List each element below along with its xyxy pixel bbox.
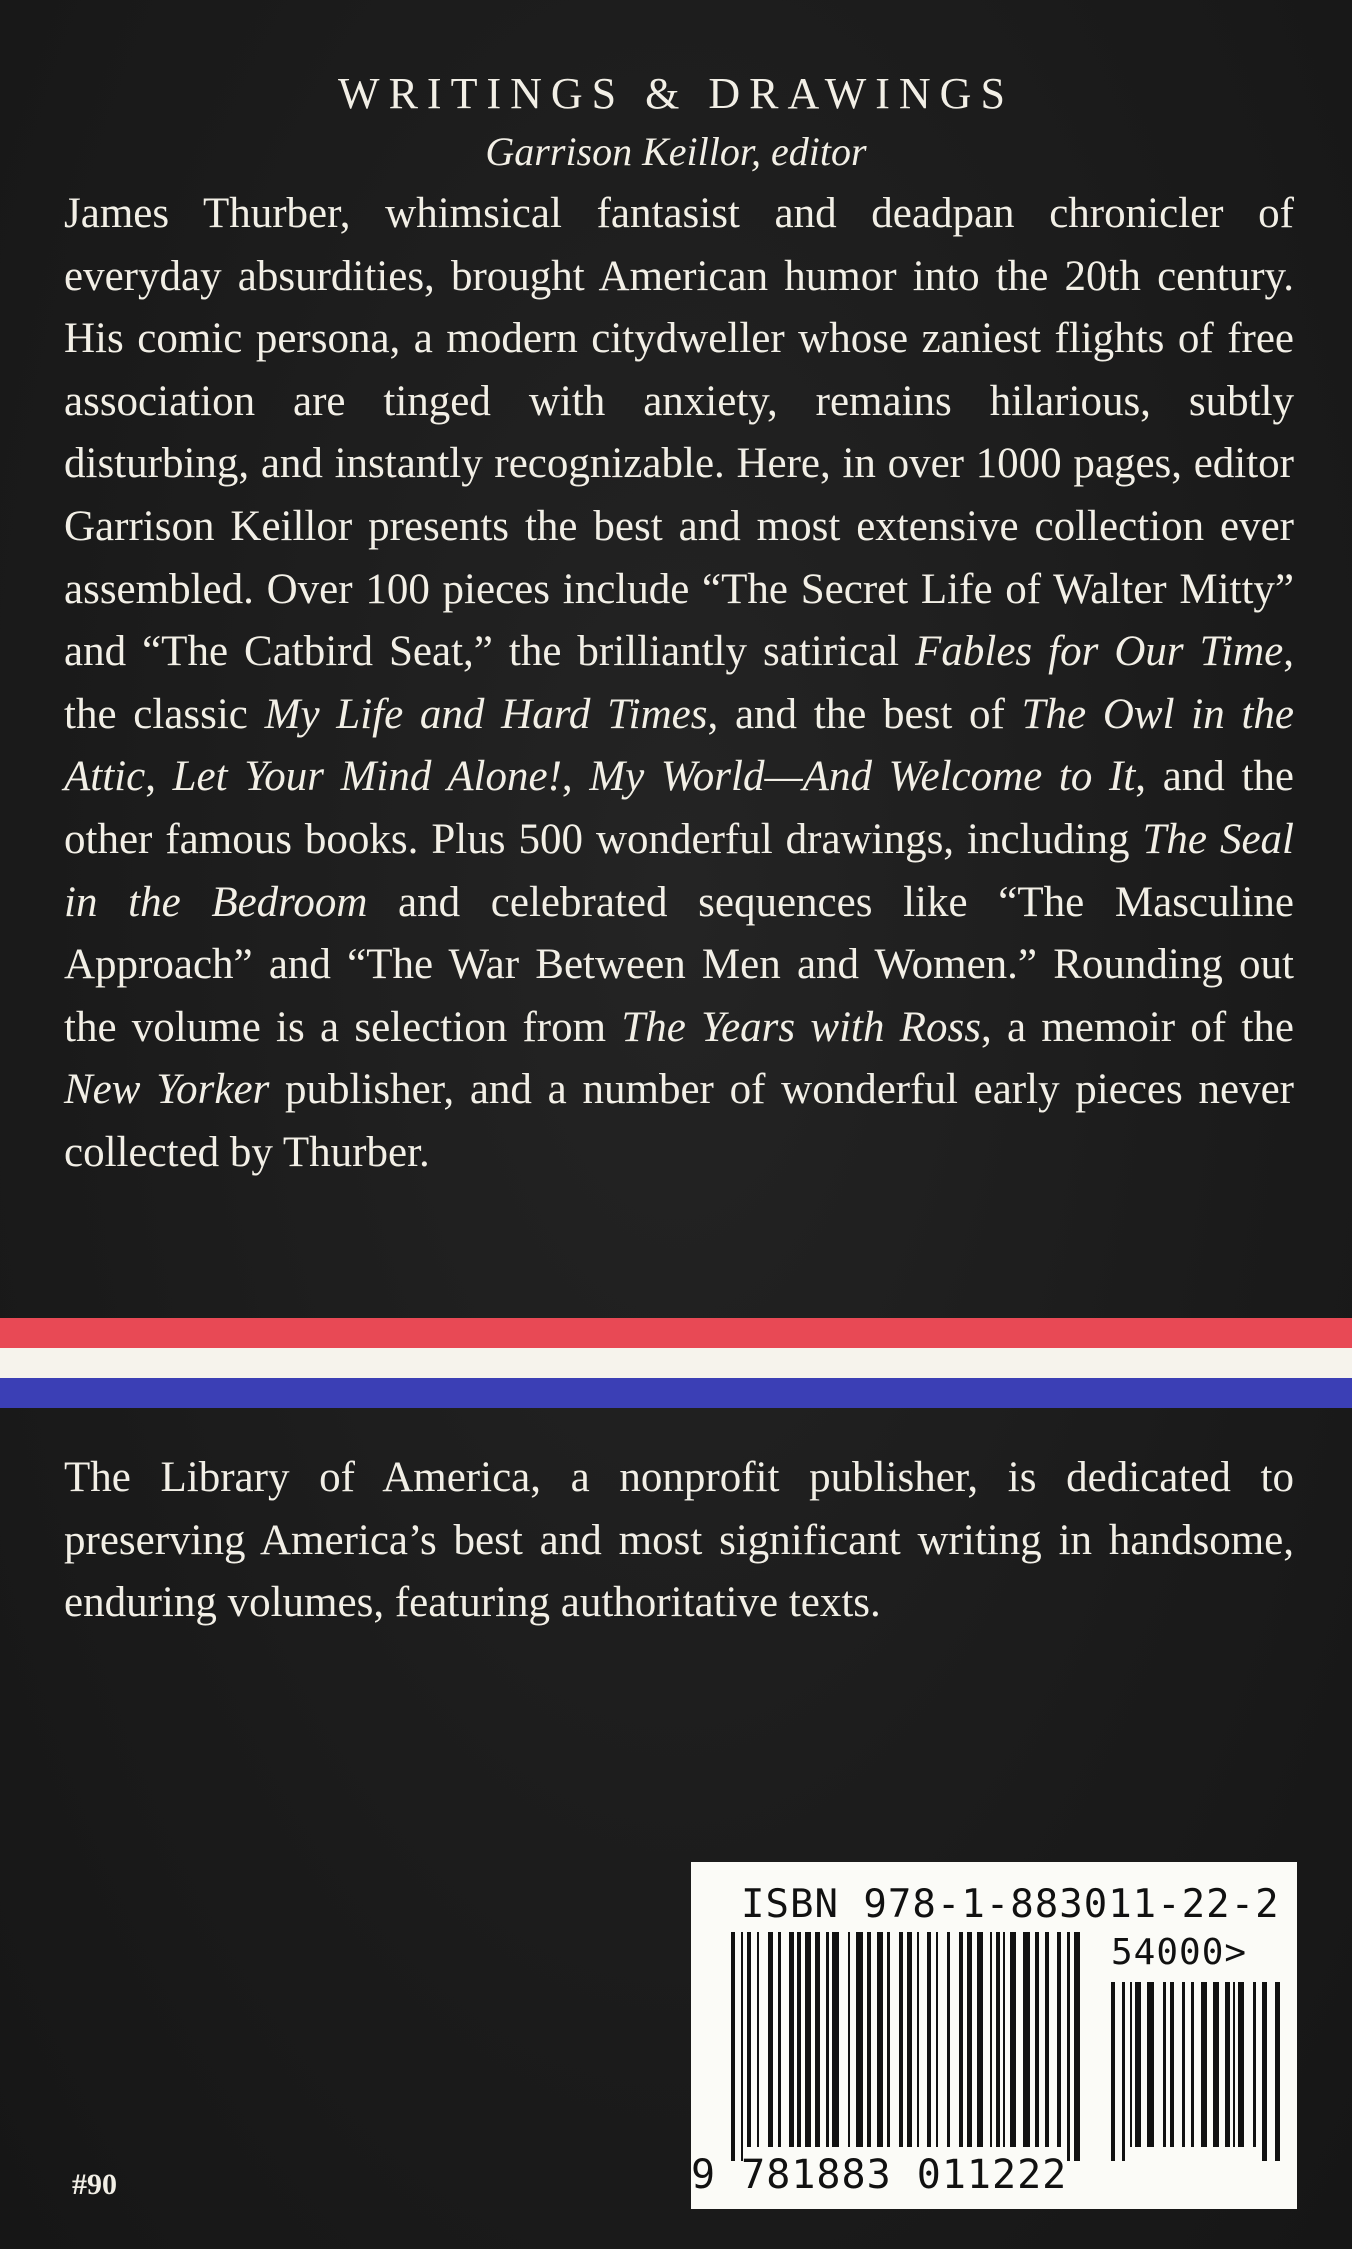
barcode-bar [887, 1932, 890, 2147]
barcode-bar [990, 1932, 992, 2147]
barcode-bar [1010, 1932, 1016, 2147]
barcode-bar [917, 1932, 919, 2147]
title-new-yorker: New Yorker [64, 1066, 270, 1114]
title-seal: The Seal in the Bedroom [64, 815, 1294, 926]
barcode-bar [1275, 1982, 1280, 2161]
title-let-your-mind: Let Your Mind Alone! [172, 753, 562, 801]
barcode-bar [1225, 1982, 1230, 2147]
barcode-bar [832, 1932, 839, 2147]
title-years-with-ross: The Years with Ross [621, 1003, 981, 1051]
white-stripe [0, 1348, 1352, 1378]
barcode-bar [907, 1932, 912, 2147]
barcode-bar [996, 1932, 1000, 2147]
barcode-bar [877, 1932, 883, 2147]
barcode-bar [747, 1932, 751, 2147]
title-my-world: My World—And Welcome to It [589, 753, 1136, 801]
barcode-bar [977, 1932, 983, 2147]
volume-number: #90 [72, 2168, 117, 2201]
barcode-bar [967, 1932, 972, 2147]
barcode-digits: 9 781883 011222 [691, 2152, 1068, 2198]
barcode-bar [1253, 1982, 1256, 2147]
barcode-bar [1003, 1932, 1005, 2147]
barcode-bar [1057, 1932, 1061, 2147]
barcode-bar [959, 1932, 963, 2147]
barcode-bar [1201, 1982, 1207, 2147]
red-stripe [0, 1318, 1352, 1348]
barcode-bar [1111, 1982, 1115, 2161]
barcode-bar [1238, 1982, 1244, 2147]
barcode-bar [848, 1932, 850, 2147]
book-description: James Thurber, whimsical fantasist and deadpan chronicler of everyday absurdities, brought American humor into the 20th century. His comic persona, a modern citydweller whose zaniest flights of free association are tinged with anxiety, remains hilarious, subtly disturbing, and instantly recognizable. Here, in over 1000 pages, editor Garrison Keillor presents the best and most extensive collection ever assembled. Over 100 pieces include “The Secret Life of Walter Mitty” and “The Catbird Seat,” the brilliantly satirical Fables for Our Time, the classic My Life and Hard Times, and the best of The Owl in the Attic, Let Your Mind Alone!, My World—And Welcome to It, and the other famous books. Plus 500 wonderful drawings, including The Seal in the Bedroom and celebrated sequences like “The Masculine Approach” and “The War Between Men and Women.” Rounding out the volume is a selection from The Years with Ross, a memoir of the New Yorker publisher, and a number of wonderful early pieces never collected by Thurber. [64, 190, 1294, 1176]
blue-stripe [0, 1378, 1352, 1408]
barcode-bar [867, 1932, 871, 2147]
barcode-label [691, 1862, 1297, 2209]
barcode-bar [1122, 1982, 1125, 2161]
barcode-bar [1023, 1932, 1030, 2147]
barcode-bar [1163, 1982, 1166, 2147]
barcode-bar [899, 1932, 903, 2147]
barcode-bar [1182, 1982, 1185, 2147]
barcode-bar [757, 1932, 759, 2147]
barcode-bar [778, 1932, 781, 2147]
barcode-bar [1130, 1982, 1132, 2147]
barcode-bar [1170, 1982, 1174, 2147]
title-my-life: My Life and Hard Times [264, 690, 708, 738]
barcode-bar [741, 1932, 743, 2161]
barcode-bar [936, 1932, 938, 2147]
barcode-bar [1074, 1932, 1080, 2161]
barcode-bar [815, 1932, 820, 2147]
barcode-bar [1067, 1932, 1070, 2161]
title-fables: Fables for Our Time [915, 628, 1284, 676]
barcode-bar [1045, 1932, 1049, 2147]
barcode-bar [856, 1932, 863, 2147]
barcode-bar [826, 1932, 829, 2147]
title-owl: The Owl in the Attic [64, 690, 1294, 801]
barcode-bar [789, 1932, 794, 2147]
isbn-text: ISBN 978-1-883011-22-2 [741, 1882, 1280, 1927]
barcode-bar [1147, 1982, 1154, 2147]
barcode-bar [1213, 1982, 1219, 2147]
barcode-bar [1262, 1982, 1267, 2161]
series-title: WRITINGS & DRAWINGS [338, 69, 1014, 118]
barcode-bar [1135, 1982, 1141, 2147]
barcode-bar [1191, 1982, 1194, 2147]
barcode-bar [731, 1932, 735, 2161]
barcode-bar [768, 1932, 773, 2147]
barcode-bar [1233, 1982, 1235, 2147]
publisher-statement: The Library of America, a nonprofit publisher, is dedicated to preserving America’s best and most significant writing in handsome, enduring volumes, featuring authoritative texts. [64, 1454, 1294, 1627]
barcode-bar [1035, 1932, 1039, 2147]
barcode-bar [805, 1932, 811, 2147]
barcode-bar [927, 1932, 931, 2147]
editor-credit: Garrison Keillor, editor [485, 129, 867, 174]
price-code: 54000> [1111, 1932, 1248, 1973]
barcode-bar [797, 1932, 801, 2147]
barcode-bar [947, 1932, 950, 2147]
